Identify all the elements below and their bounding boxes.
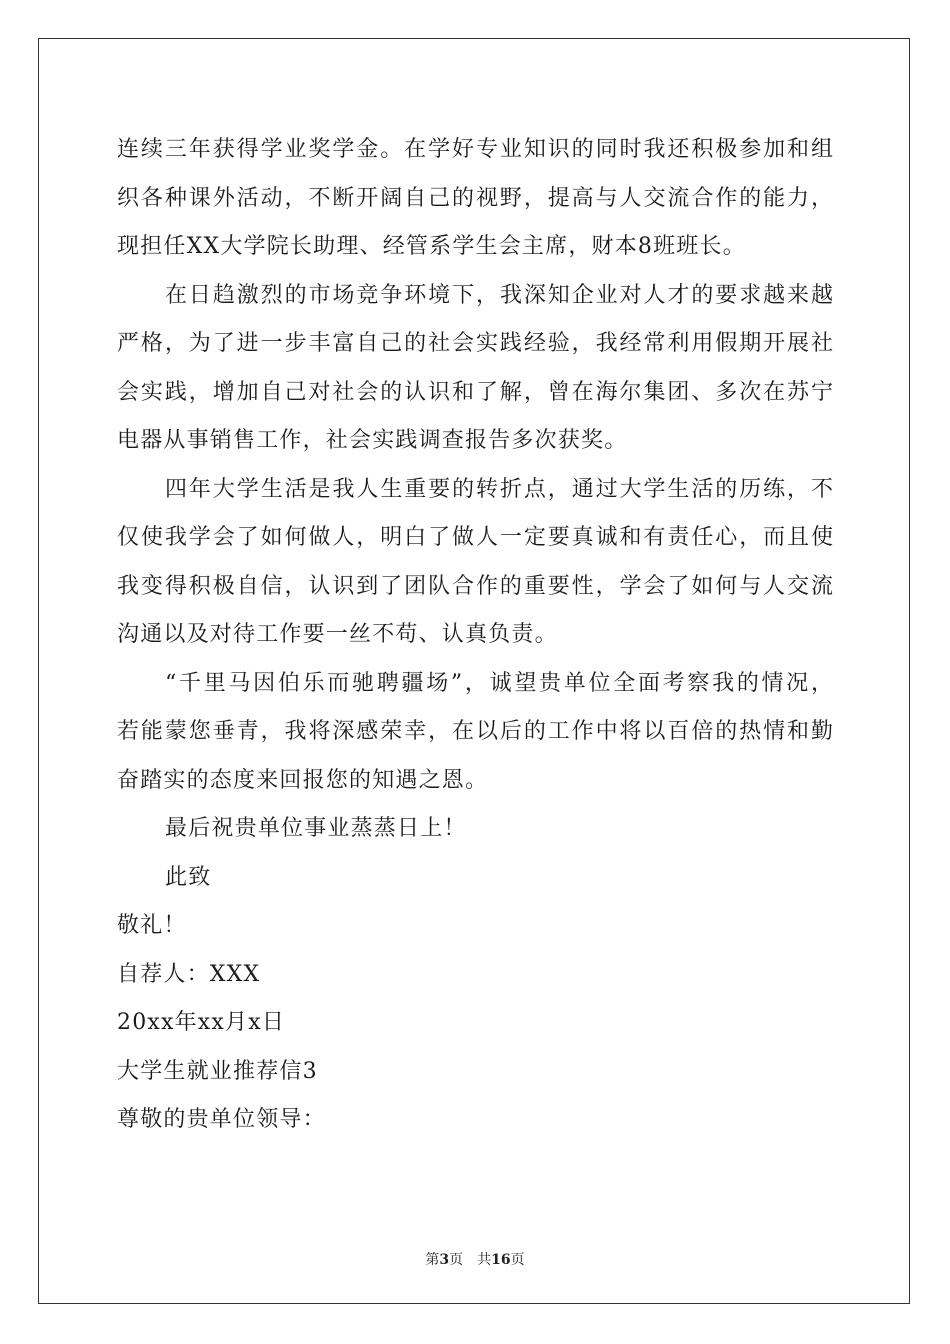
salutation-cizhi: 此致 bbox=[165, 864, 212, 890]
signer: 自荐人：XXX bbox=[117, 961, 261, 987]
paragraph-line: “千里马因伯乐而驰聘疆场”，诚望贵单位全面考察我的情况， bbox=[165, 670, 833, 696]
paragraph-line: 严格，为了进一步丰富自己的社会实践经验，我经常利用假期开展社 bbox=[117, 331, 833, 356]
total-pages: 16 bbox=[491, 1252, 511, 1268]
document-body bbox=[117, 126, 833, 1145]
paragraph-line: 我变得积极自信，认识到了团队合作的重要性，学会了如何与人交流 bbox=[117, 573, 833, 599]
paragraph-line: 仅使我学会了如何做人，明白了做人一定要真诚和有责任心，而且使 bbox=[117, 525, 833, 550]
salutation-jingli: 敬礼！ bbox=[117, 913, 187, 938]
paragraph-line: 连续三年获得学业奖学金。在学好专业知识的同时我还积极参加和组 bbox=[117, 137, 833, 162]
page-suffix: 页 bbox=[449, 1252, 464, 1268]
paragraph-line: 会实践，增加自己对社会的认识和了解，曾在海尔集团、多次在苏宁 bbox=[117, 379, 833, 405]
page-prefix: 第 bbox=[425, 1252, 440, 1268]
page-footer bbox=[0, 1249, 950, 1269]
paragraph-line: 现担任XX大学院长助理、经管系学生会主席，财本8班班长。 bbox=[117, 234, 746, 259]
paragraph-line: 织各种课外活动，不断开阔自己的视野，提高与人交流合作的能力， bbox=[117, 185, 833, 211]
paragraph-line: 沟通以及对待工作要一丝不苟、认真负责。 bbox=[117, 622, 558, 647]
paragraph-line: 四年大学生活是我人生重要的转折点，通过大学生活的历练，不 bbox=[165, 476, 833, 502]
paragraph-line: 电器从事销售工作，社会实践调查报告多次获奖。 bbox=[117, 428, 628, 453]
total-suffix: 页 bbox=[510, 1252, 525, 1268]
paragraph-line: 在日趋激烈的市场竞争环境下，我深知企业对人才的要求越来越 bbox=[165, 282, 833, 308]
page-current: 3 bbox=[439, 1252, 450, 1268]
closing-wish: 最后祝贵单位事业蒸蒸日上！ bbox=[165, 816, 467, 841]
paragraph-line: 奋踏实的态度来回报您的知遇之恩。 bbox=[117, 767, 489, 793]
next-letter-greeting: 尊敬的贵单位领导： bbox=[117, 1107, 326, 1132]
next-letter-title: 大学生就业推荐信3 bbox=[117, 1058, 318, 1084]
letter-date: 20xx年xx月x日 bbox=[117, 1010, 286, 1035]
total-prefix: 共 bbox=[477, 1252, 492, 1268]
paragraph-line: 若能蒙您垂青，我将深感荣幸，在以后的工作中将以百倍的热情和勤 bbox=[117, 719, 833, 744]
